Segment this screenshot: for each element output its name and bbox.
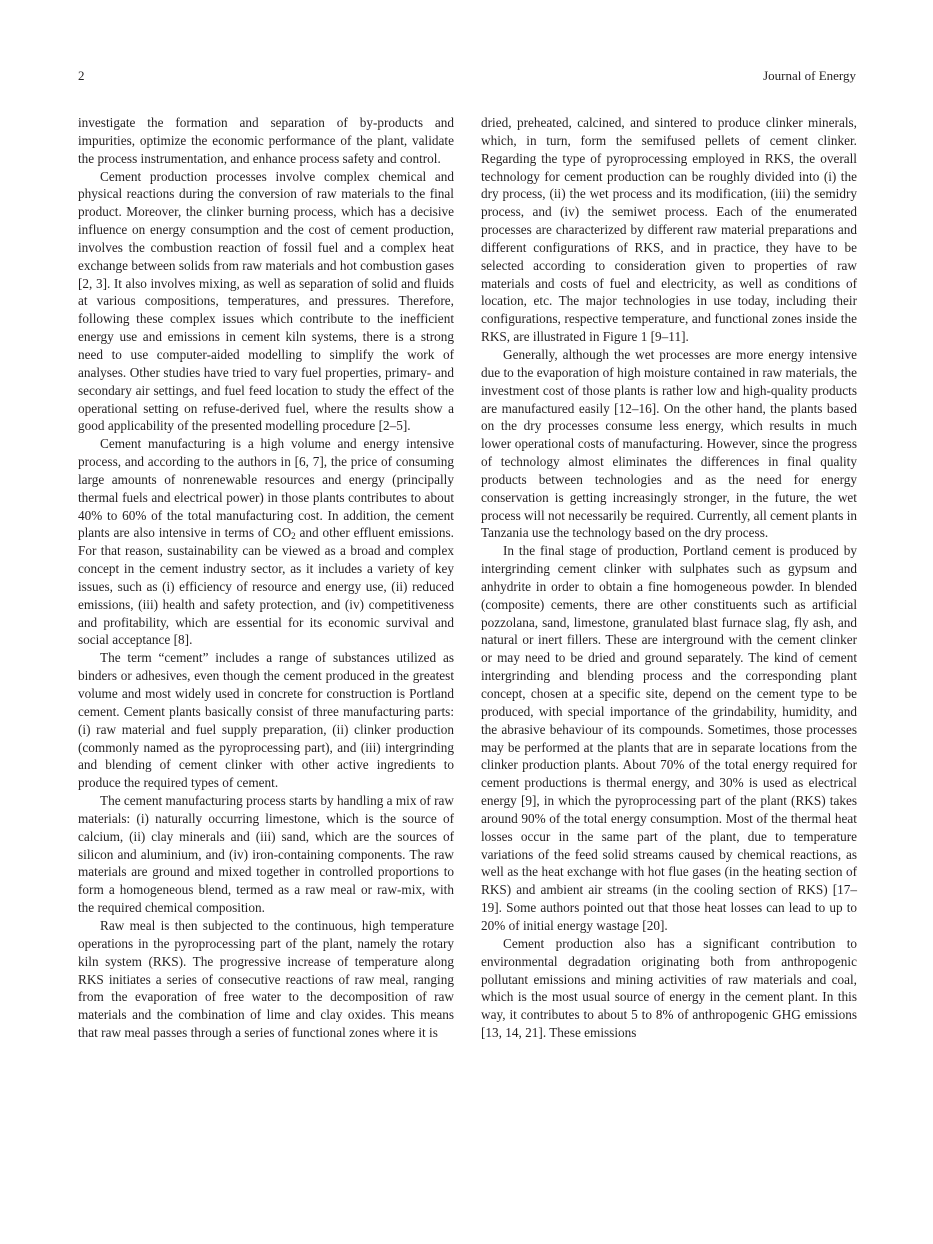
left-column bbox=[78, 114, 454, 1042]
paragraph: Cement production also has a significant contribution to environmental degradation originating both from anthropogenic pollutant emissions and mining activities of raw materials and coal, which is the most usual source of energy in the cement plant. In this way, it contributes to about 5 to 8% of anthropogenic GHG emissions [13, 14, 21]. These emissions bbox=[481, 935, 857, 1041]
paragraph-text: and other effluent emissions. For that reason, sustainability can be viewed as a broad and complex concept in the cement industry sector, as it includes a variety of key issues, such as (i) efficiency of resource and energy use, (ii) reduced emissions, (iii) health and safety protection, and (iv) competitiveness and profitability, which are essential for its economic survival and social acceptance [8]. bbox=[78, 525, 454, 648]
journal-name: Journal of Energy bbox=[763, 68, 856, 83]
paragraph: The cement manufacturing process starts by handling a mix of raw materials: (i) naturally occurring limestone, which is the source of calcium, (ii) clay minerals and (iii) sand, which are the sources of silicon and aluminium, and (iv) iron-containing components. The raw materials are ground and mixed together in controlled proportions to form a homogeneous blend, termed as a raw meal or raw-mix, with the required chemical composition. bbox=[78, 793, 454, 916]
paragraph: investigate the formation and separation of by-products and impurities, optimize the economic performance of the plant, validate the process instrumentation, and enhance process safety and control. bbox=[78, 115, 454, 166]
paragraph: Generally, although the wet processes are more energy intensive due to the evaporation of high moisture contained in raw materials, the investment cost of those plants is rather low and high-quality products are manufactured easily [12–16]. On the other hand, the plants based on the dry processes consume less energy, which results in much lower operational costs of manufacturing. However, since the progress of technology almost eliminates the differences in final quality products between technologies and as the need for energy conservation is getting increasingly stronger, in the future, the wet process will not necessarily be required. Currently, all cement plants in Tanzania use the technology based on the dry process. bbox=[481, 346, 857, 541]
paragraph: dried, preheated, calcined, and sintered to produce clinker minerals, which, in turn, form the semifused pellets of cement clinker. Regarding the type of pyroprocessing employed in RKS, the overall technology for cement production can be roughly divided into (i) the dry process, (ii) the wet process and its modification, (iii) the semidry process, and (iv) the semiwet process. Each of the enumerated processes are characterized by different raw material preparations and different configurations of RKS, and in practice, they have to be selected according to consideration given to properties of raw materials and costs of fuel and electricity, as well as conditions of location, etc. The major technologies in use today, including their configurations, respective temperature, and functional zones inside the RKS, are illustrated in Figure 1 [9–11]. bbox=[481, 115, 857, 345]
paragraph-text: Cement manufacturing is a high volume and energy intensive process, and according to the authors in [6, 7], the price of consuming large amounts of nonrenewable resources and energy (principally thermal fuels and electrical power) in those plants contributes to about 40% to 60% of the total manufacturing cost. In addition, the cement plants are also intensive in terms of CO bbox=[78, 436, 454, 541]
page-number: 2 bbox=[78, 68, 85, 83]
paragraph: The term “cement” includes a range of substances utilized as binders or adhesives, even though the cement produced in the greatest volume and most widely used in concrete for construction is Portland cement. Cement plants basically consist of three manufacturing parts: (i) raw material and fuel supply preparation, (ii) clinker production (commonly named as the pyroprocessing part), and (iii) intergrinding and blending of cement clinker with other active ingredients to produce the required types of cement. bbox=[78, 650, 454, 791]
right-column bbox=[481, 114, 857, 1042]
paragraph bbox=[78, 435, 454, 649]
co2-subscript: 2 bbox=[291, 531, 296, 542]
running-header bbox=[78, 66, 856, 86]
paragraph: Cement production processes involve complex chemical and physical reactions during the conversion of raw materials to the final product. Moreover, the clinker burning process, which has a decisive influence on energy consumption and the cost of cement production, involves the combustion reaction of fossil fuel and a complex heat exchange between solids from raw materials and hot combustion gases [2, 3]. It also involves mixing, as well as separation of solid and fluids at various compositions, temperatures, and pressures. Therefore, following these complex issues which contribute to the inefficient energy use and emissions in cement kiln systems, there is a strong need to use computer-aided modelling to simplify the work of analyses. Other studies have tried to vary fuel properties, primary- and secondary air settings, and fuel feed location to study the effect of the operational setting on refuse-derived fuel, where the results show a good applicability of the presented modelling procedure [2–5]. bbox=[78, 168, 454, 434]
paragraph: In the final stage of production, Portland cement is produced by intergrinding cement clinker with sulphates such as gypsum and anhydrite in order to obtain a fine homogeneous powder. In blended (composite) cements, there are other constituents such as artificial pozzolana, sand, limestone, granulated blast furnace slag, fly ash, and natural or inert fillers. These are interground with the cement clinker or may need to be dried and ground separately. The kind of cement intergrinding and blending process and the corresponding plant concept, chosen at a specific site, depend on the cement type to be produced, with special importance of the grindability, humidity, and the abrasive behaviour of its compounds. Sometimes, those processes may be performed at the plants that are in separate locations from the clinker production plants. About 70% of the total energy required for cement productions is thermal energy, and 30% is used as electrical energy [9], in which the pyroprocessing part of the plant (RKS) takes around 90% of the total energy consumption. Most of the thermal heat losses occur in the same part of the plant, due to temperature variations of the feed solid streams caused by chemical reactions, as well as the heat exchange with hot flue gases (in the heating section of RKS) and ambient air streams (in the cooling section of RKS) [17–19]. Some authors pointed out that those heat losses can lead to up to 20% of initial energy wastage [20]. bbox=[481, 543, 857, 933]
paragraph: Raw meal is then subjected to the continuous, high temperature operations in the pyroprocessing part of the plant, namely the rotary kiln system (RKS). The progressive increase of temperature along RKS initiates a series of consecutive reactions of raw meal, ranging from the evaporation of free water to the decomposition of raw materials and the combination of lime and clay oxides. This means that raw meal passes through a series of functional zones where it is bbox=[78, 917, 454, 1041]
